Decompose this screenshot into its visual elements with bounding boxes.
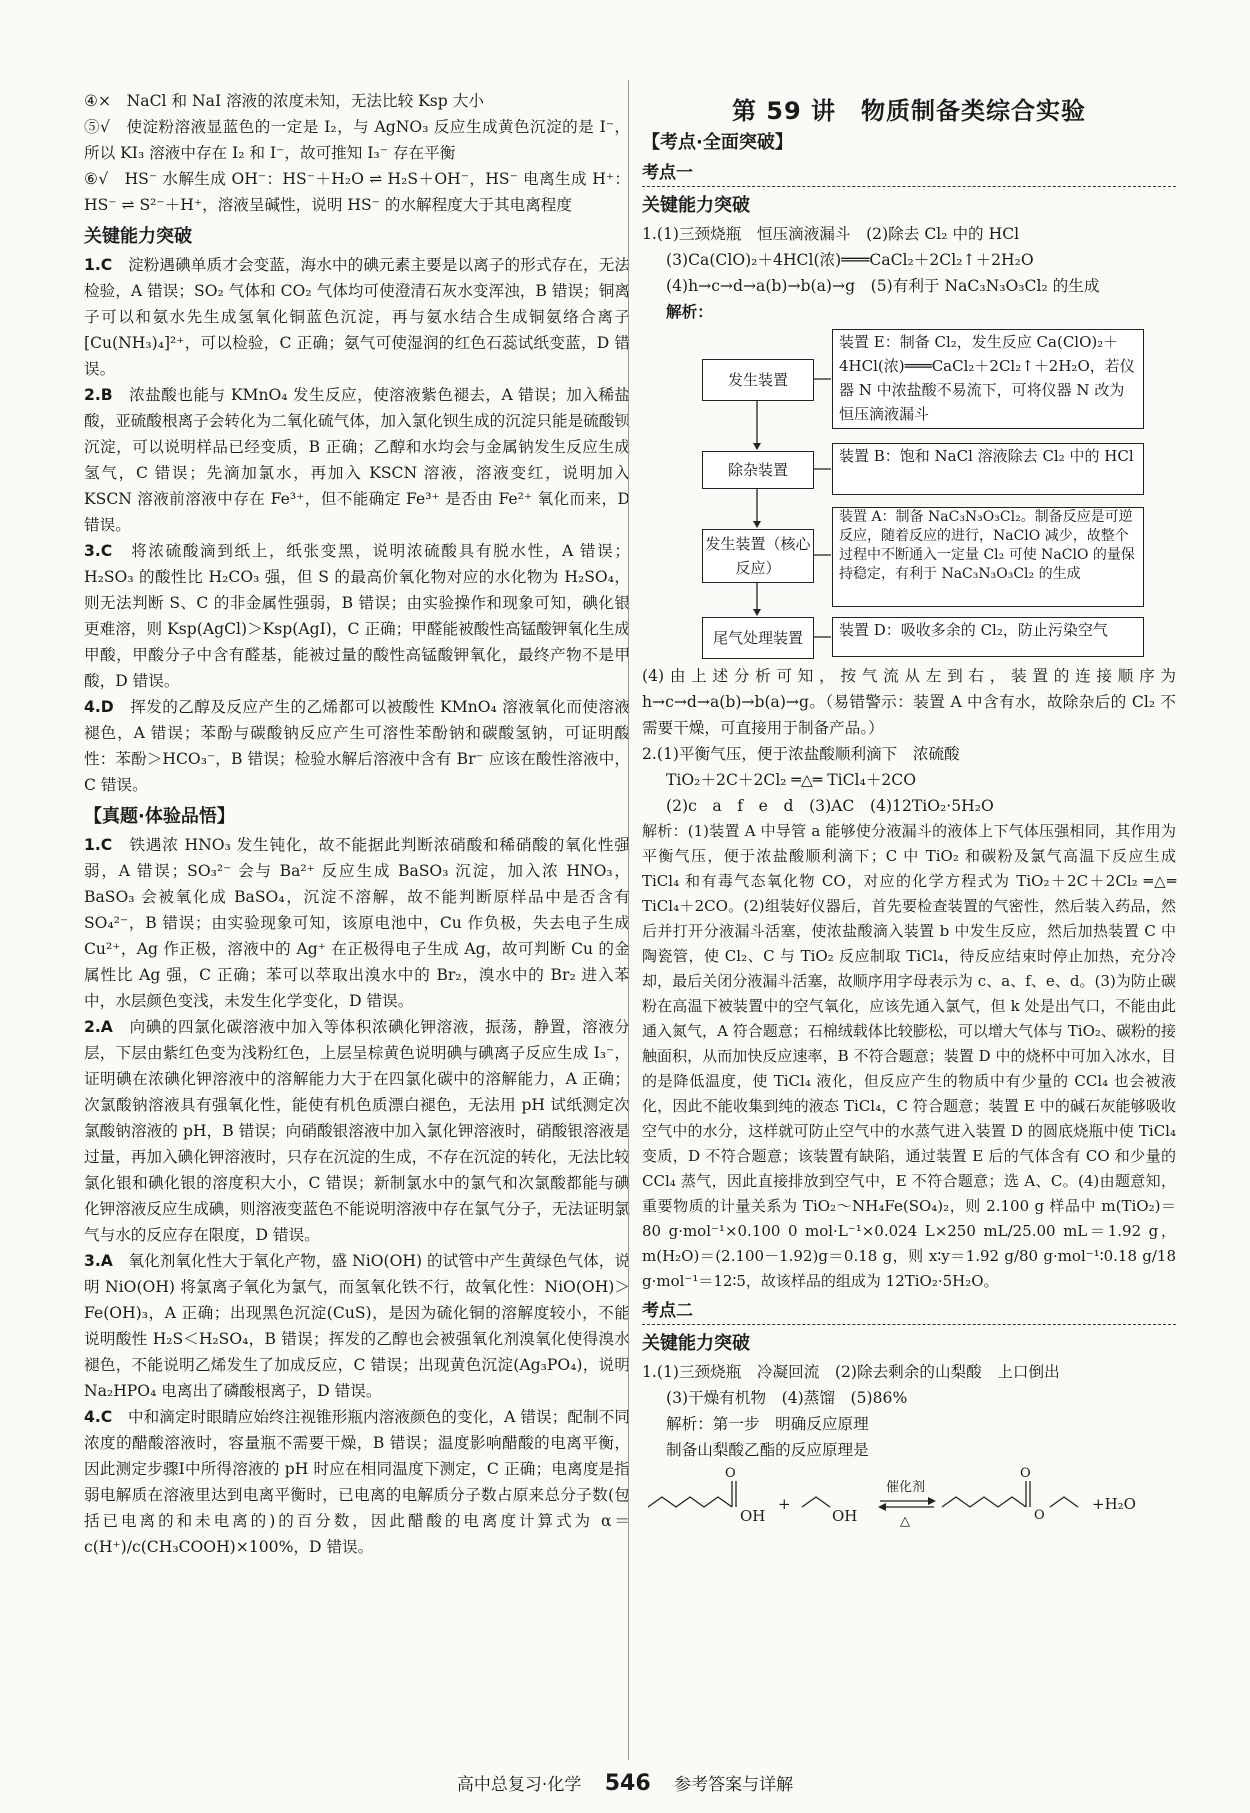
hydroxyl-label: OH [832,1507,858,1525]
left-column [84,88,630,1560]
answer-item [84,1014,630,1248]
flow-right-box: 装置 E：制备 Cl₂，发生反应 Ca(ClO)₂＋4HCl(浓)═══CaCl₂＋2Cl₂↑＋2H₂O，若仪器 N 中浓盐酸不易流下，可将仪器 N 改为恒压滴液漏斗 [832,329,1144,429]
flow-right-box: 装置 A：制备 NaC₃N₃O₃Cl₂。制备反应是可逆反应，随着反应的进行，NaClO 减少，故整个过程中不断通入一定量 Cl₂ 可使 NaClO 的量保持稳定，有利于 NaC₃N₃O₃Cl₂ 的生成 [832,507,1144,607]
hydroxyl-label: OH [740,1507,766,1525]
flow-left-box: 发生装置 [702,359,814,401]
q2-analysis: 解析：(1)装置 A 中导管 a 能够使分液漏斗的液体上下气体压强相同，其作用为平衡气压，便于浓盐酸顺利滴下；C 中 TiO₂ 和碳粉及氯气高温下反应生成 TiCl₄ 和有毒气态氧化物 CO，对应的化学方程式为 TiO₂＋2C＋2Cl₂ ═△═ TiCl₄＋2CO。(2)组装好仪器后，首先要检查装置的气密性，然后装入药品，然后并打开分液漏斗活塞，使浓盐酸滴入装置 b 中发生反应，然后加热装置 C 中陶瓷管，使 Cl₂、C 与 TiO₂ 反应制取 TiCl₄，待反应结束时停止加热，充分冷却，最后关闭分液漏斗活塞，故顺序用字母表示为 c、a、f、e、d。(3)为防止碳粉在高温下被装置中的空气氧化，应该先通入氯气，但 k 处是出气口，不能由此通入氮气，A 符合题意；石棉绒载体比较膨松，可以增大气体与 TiO₂、碳粉的接触面积，从而加快反应速率，B 不符合题意；装置 D 中的烧杯中可加入冰水，目的是降低温度，使 TiCl₄ 液化，但反应产生的物质中有少量的 CCl₄ 也会被液化，因此不能收集到纯的液态 TiCl₄，C 符合题意；装置 E 中的碱石灰能够吸收空气中的水分，这样就可防止空气中的水蒸气进入装置 D 的圆底烧瓶中使 TiCl₄ 变质，D 不符合题意；该装置有缺陷，通过装置 E 后的气体含有 CO 和少量的 CCl₄ 蒸气，因此直接排放到空气中，E 不符合题意；选 A、C。(4)由题意知，重要物质的计量关系为 TiO₂～NH₄Fe(SO₄)₂，则 2.100 g 样品中 m(TiO₂)＝80 g·mol⁻¹×0.100 0 mol·L⁻¹×0.024 L×250 mL/25.00 mL＝1.92 g，m(H₂O)＝(2.100－1.92)g＝0.18 g，则 x∶y＝1.92 g/80 g·mol⁻¹∶0.18 g/18 g·mol⁻¹＝12∶5，故该样品的组成为 12TiO₂·5H₂O。 [642,822,1176,1290]
lecture-title: 第 59 讲 物质制备类综合实验 [731,97,1087,125]
answer-item [84,1248,630,1404]
q3-analysis: 解析：第一步 明确反应原理 [666,1415,869,1433]
catalyst-label: 催化剂 [886,1480,926,1495]
q1-line: (4)h→c→d→a(b)→b(a)→g (5)有利于 NaC₃N₃O₃Cl₂ 的生成 [666,277,1100,295]
q1-line: (3)Ca(ClO)₂＋4HCl(浓)═══CaCl₂＋2Cl₂↑＋2H₂O [666,251,1034,269]
answer-item [84,832,630,1014]
heat-symbol: △ [900,1514,910,1529]
q3-line: (3)干燥有机物 (4)蒸馏 (5)86% [666,1389,908,1407]
column-divider [628,80,629,1760]
page-footer [0,1770,1250,1796]
pre-line-5: ⑤√ 使淀粉溶液显蓝色的一定是 I₂，与 AgNO₃ 反应生成黄色沉淀的是 I⁻，所以 KI₃ 溶液中存在 I₂ 和 I⁻，故可推知 I₃⁻ 存在平衡 [84,118,630,162]
answer-text: 将浓硫酸滴到纸上，纸张变黑，说明浓硫酸具有脱水性，A 错误；H₂SO₃ 的酸性比 H₂CO₃ 强，但 S 的最高价氧化物对应的水化物为 H₂SO₄，则无法判断 S、C 的非金属性强弱，B 错误；由实验操作和现象可知，碘化银更难溶，则 Ksp(AgCl)＞Ksp(AgI)，C 正确；甲醛能被酸性高锰酸钾氧化生成甲酸，甲酸分子中含有醛基，能被过量的酸性高锰酸钾氧化，最终产物不是甲酸，D 错误。 [84,542,630,690]
flow-left-box: 除杂装置 [702,451,814,489]
answer-text: 挥发的乙醇及反应产生的乙烯都可以被酸性 KMnO₄ 溶液氧化而使溶液褪色，A 错误；苯酚与碳酸钠反应产生可溶性苯酚钠和碳酸氢钠，可证明酸性：苯酚＞HCO₃⁻，B 错误；检验水解后溶液中含有 Br⁻ 应该在酸性溶液中，C 错误。 [84,698,630,794]
q2-line: 2.(1)平衡气压，便于浓盐酸顺利滴下 浓硫酸 [642,745,960,763]
q3-reaction-intro: 制备山梨酸乙酯的反应原理是 [666,1441,869,1459]
answer-item [84,538,630,694]
footer-section: 参考答案与详解 [674,1775,794,1795]
heading-key-ability-r1: 关键能力突破 [642,195,750,216]
answer-number: 2.A [84,1018,113,1036]
flow-left-box: 尾气处理装置 [702,617,814,659]
q2-line: TiO₂＋2C＋2Cl₂ ═△═ TiCl₄＋2CO [666,771,917,789]
analysis-label: 解析： [666,303,713,321]
heading-key-ability-r2: 关键能力突破 [642,1333,750,1354]
answer-item [84,694,630,798]
pre-line-4: ④× NaCl 和 NaI 溶液的浓度未知，无法比较 Ksp 大小 [84,92,484,110]
answer-number: 1.C [84,256,113,274]
answer-text: 中和滴定时眼睛应始终注视锥形瓶内溶液颜色的变化，A 错误；配制不同浓度的醋酸溶液时，容量瓶不需要干燥，B 错误；温度影响醋酸的电离平衡，因此测定步骤Ⅰ中所得溶液的 pH 时应在相同温度下测定，C 正确；电离度是指弱电解质在溶液里达到电离平衡时，已电离的电解质分子数占原来总分子数(包括已电离的和未电离的)的百分数，因此醋酸的电离度计算式为 α＝c(H⁺)/c(CH₃COOH)×100%，D 错误。 [84,1408,630,1556]
answer-number: 2.B [84,386,113,404]
section-heading: 【考点·全面突破】 [642,132,793,153]
carbonyl-o: O [725,1466,736,1481]
answer-text: 淀粉遇碘单质才会变蓝，海水中的碘元素主要是以离子的形式存在，无法检验，A 错误；SO₂ 气体和 CO₂ 气体均可使澄清石灰水变浑浊，B 错误；铜离子可以和氨水先生成氢氧化铜蓝色沉淀，再与氨水结合生成铜氨络合离子[Cu(NH₃)₄]²⁺，可以检验，C 正确；氨气可使湿润的红色石蕊试纸变蓝，D 错误。 [84,256,630,378]
answer-item [84,252,630,382]
q1-analysis-4: (4)由上述分析可知，按气流从左到右，装置的连接顺序为 h→c→d→a(b)→b(a)→g。（易错警示：装置 A 中含有水，故除杂后的 Cl₂ 不需要干燥，可直接用于制备产品。） [642,667,1176,737]
answer-number: 3.C [84,542,113,560]
plus-sign: + [778,1495,791,1513]
right-column [642,88,1176,1529]
flow-arrows [642,329,842,659]
flow-left-box: 发生装置（核心反应） [702,529,814,583]
answer-number: 1.C [84,836,113,854]
flow-right-box: 装置 D：吸收多余的 Cl₂，防止污染空气 [832,617,1144,657]
q3-line: 1.(1)三颈烧瓶 冷凝回流 (2)除去剩余的山梨酸 上口倒出 [642,1363,1060,1381]
answer-number: 3.A [84,1252,113,1270]
answer-number: 4.C [84,1408,113,1426]
q2-line: (2)c a f e d (3)AC (4)12TiO₂·5H₂O [666,797,994,815]
answer-item [84,1404,630,1560]
q1-line: 1.(1)三颈烧瓶 恒压滴液漏斗 (2)除去 Cl₂ 中的 HCl [642,225,1020,243]
answer-text: 氧化剂氧化性大于氧化产物，盛 NiO(OH) 的试管中产生黄绿色气体，说明 NiO(OH) 将氯离子氧化为氯气，而氢氧化铁不行，故氧化性：NiO(OH)＞Fe(OH)₃，A 正确；出现黑色沉淀(CuS)，是因为硫化铜的溶解度较小，不能说明酸性 H₂S＜H₂SO₄，B 错误；挥发的乙醇也会被强氧化剂溴氧化使得溴水褪色，不能说明乙烯发生了加成反应，C 错误；出现黄色沉淀(Ag₃PO₄)，说明 Na₂HPO₄ 电离出了磷酸根离子，D 错误。 [84,1252,630,1400]
flow-diagram [642,329,1176,659]
kaodian-2: 考点二 [642,1298,1176,1325]
answer-number: 4.D [84,698,114,716]
footer-book-title: 高中总复习·化学 [456,1775,582,1795]
carbonyl-o: O [1020,1466,1031,1481]
heading-real-exam: 【真题·体验品悟】 [84,806,235,827]
ester-o: O [1034,1508,1045,1523]
heading-key-ability: 关键能力突破 [84,226,192,247]
reaction-scheme [642,1466,1176,1529]
page-number: 546 [604,1771,651,1796]
water-product: +H₂O [1092,1495,1136,1513]
answer-text: 铁遇浓 HNO₃ 发生钝化，故不能据此判断浓硝酸和稀硝酸的氧化性强弱，A 错误；SO₃²⁻ 会与 Ba²⁺ 反应生成 BaSO₃ 沉淀，加入浓 HNO₃，BaSO₃ 会被氧化成 BaSO₄，沉淀不溶解，故不能判断原样品中是否含有 SO₄²⁻，B 错误；由实验现象可知，该原电池中，Cu 作负极，失去电子生成 Cu²⁺，Ag 作正极，溶液中的 Ag⁺ 在正极得电子生成 Ag，故可判断 Cu 的金属性比 Ag 强，C 正确；苯可以萃取出溴水中的 Br₂，溴水中的 Br₂ 进入苯中，水层颜色变浅，未发生化学变化，D 错误。 [84,836,630,1010]
answer-item [84,382,630,538]
kaodian-1: 考点一 [642,160,1176,187]
answer-text: 向碘的四氯化碳溶液中加入等体积浓碘化钾溶液，振荡，静置，溶液分层，下层由紫红色变为浅粉红色，上层呈棕黄色说明碘与碘离子反应生成 I₃⁻，证明碘在浓碘化钾溶液中的溶解能力大于在四氯化碳中的溶解能力，A 正确；次氯酸钠溶液具有强氧化性，能使有机色质漂白褪色，无法用 pH 试纸测定次氯酸钠溶液的 pH，B 错误；向硝酸银溶液中加入氯化钾溶液时，硝酸银溶液是过量，再加入碘化钾溶液时，只存在沉淀的生成，不存在沉淀的转化，无法比较氯化银和碘化银的溶度积大小，C 错误；新制氯水中的氯气和次氯酸都能与碘化钾溶液反应生成碘，则溶液变蓝色不能说明溶液中存在氯气分子，无法证明氯气与水的反应存在限度，D 错误。 [84,1018,630,1244]
pre-line-6: ⑥√ HS⁻ 水解生成 OH⁻：HS⁻＋H₂O ⇌ H₂S＋OH⁻，HS⁻ 电离生成 H⁺：HS⁻ ⇌ S²⁻＋H⁺，溶液呈碱性，说明 HS⁻ 的水解程度大于其电离程度 [84,170,630,214]
answer-text: 浓盐酸也能与 KMnO₄ 发生反应，使溶液紫色褪去，A 错误；加入稀盐酸，亚硫酸根离子会转化为二氧化硫气体，加入氯化钡生成的沉淀只能是硫酸钡沉淀，可以说明样品已经变质，B 正确；乙醇和水均会与金属钠发生反应生成氢气，C 错误；先滴加氯水，再加入 KSCN 溶液，溶液变红，说明加入 KSCN 溶液前溶液中存在 Fe³⁺，但不能确定 Fe³⁺ 是否由 Fe²⁺ 氧化而来，D 错误。 [84,386,630,534]
flow-right-box: 装置 B：饱和 NaCl 溶液除去 Cl₂ 中的 HCl [832,443,1144,495]
